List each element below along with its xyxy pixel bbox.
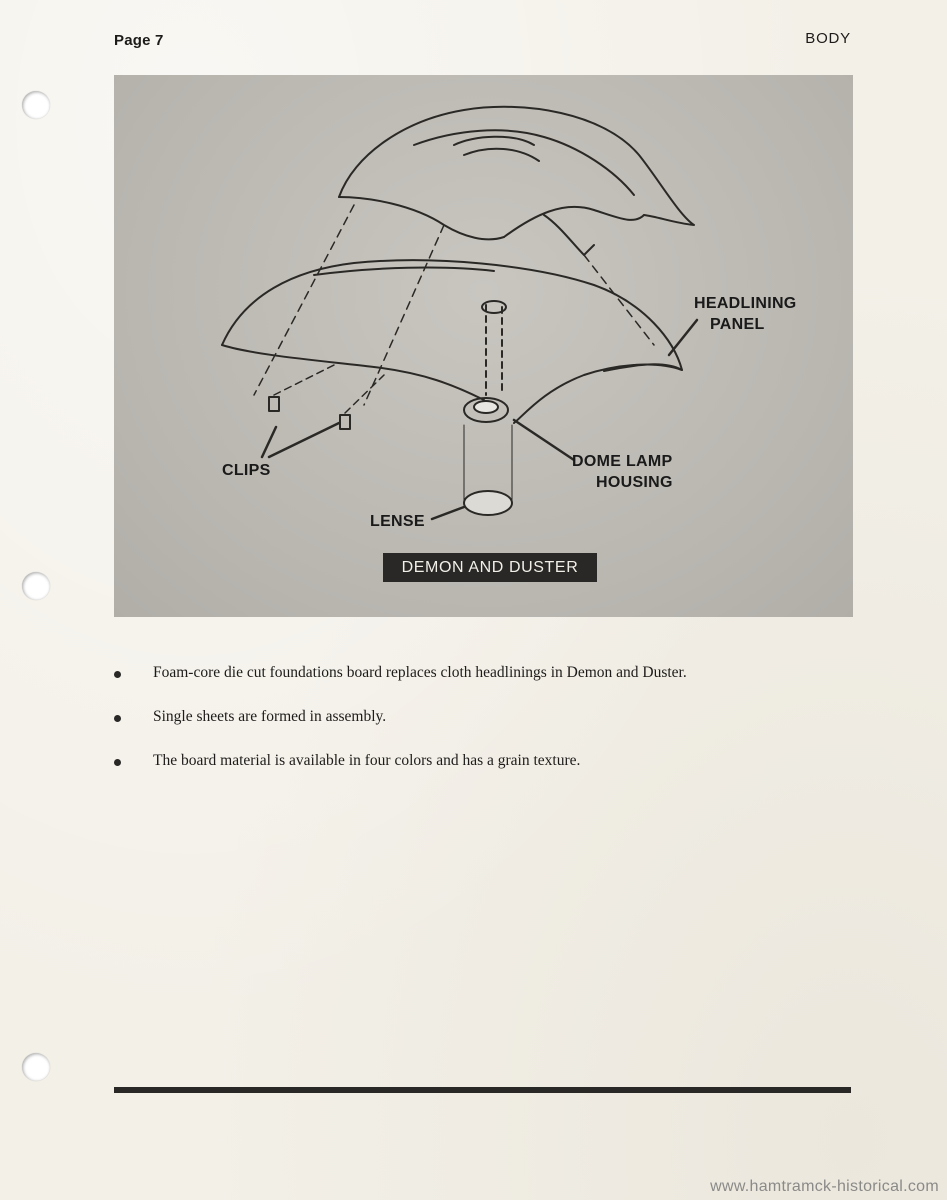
- site-watermark: www.hamtramck-historical.com: [710, 1178, 939, 1195]
- lense-arrow: [432, 507, 464, 519]
- lense-label: LENSE: [370, 513, 425, 530]
- punch-hole-top: [22, 91, 50, 119]
- clip-right-shape: [340, 415, 350, 429]
- bullet-icon: [114, 715, 121, 722]
- roof-front-edge: [339, 197, 504, 239]
- headlining-arrow: [669, 320, 697, 355]
- headlining-label-line1: HEADLINING: [694, 295, 797, 312]
- punch-hole-bottom: [22, 1053, 50, 1081]
- clip-guides: [274, 365, 384, 413]
- list-item: [114, 708, 854, 752]
- alignment-lines: [254, 205, 654, 405]
- headlining-front-edge: [222, 345, 484, 400]
- page-number: Page 7: [114, 32, 164, 49]
- headlining-panel-label: [694, 293, 797, 335]
- dome-lamp-label-line2: HOUSING: [596, 474, 673, 491]
- dome-lamp-label-line1: DOME LAMP: [572, 453, 673, 470]
- dome-lamp-arrow: [514, 420, 574, 460]
- clip-left-shape: [269, 397, 279, 411]
- roof-outline: [339, 107, 694, 225]
- lense-shape: [464, 491, 512, 515]
- bullet-icon: [114, 671, 121, 678]
- headlining-illustration: [114, 75, 853, 617]
- roof-rail: [454, 137, 539, 161]
- bullet-text: Single sheets are formed in assembly.: [153, 708, 387, 725]
- clips-arrows: [262, 423, 339, 457]
- dome-lamp-bulb: [474, 401, 498, 413]
- bullet-text: The board material is available in four colors and has a grain texture.: [153, 752, 581, 769]
- headlining-label-line2: PANEL: [710, 316, 765, 333]
- list-item: [114, 752, 854, 796]
- bullet-icon: [114, 759, 121, 766]
- punch-hole-middle: [22, 572, 50, 600]
- roof-window-frame: [544, 215, 594, 255]
- section-title: BODY: [805, 30, 851, 47]
- list-item: [114, 664, 854, 708]
- headlining-drawing: [114, 75, 853, 617]
- figure-caption: DEMON AND DUSTER: [383, 553, 597, 582]
- clips-label: CLIPS: [222, 462, 271, 479]
- bottom-divider: [114, 1087, 851, 1093]
- dome-lamp-guide: [486, 305, 502, 395]
- dome-lamp-label: [572, 451, 673, 493]
- headlining-panel-outline: [222, 260, 682, 423]
- roof-rear-edge: [504, 207, 644, 237]
- headlining-crease: [314, 268, 494, 275]
- bullet-text: Foam-core die cut foundations board replaces cloth headlinings in Demon and Duster.: [153, 664, 687, 681]
- bullet-list: [114, 664, 854, 796]
